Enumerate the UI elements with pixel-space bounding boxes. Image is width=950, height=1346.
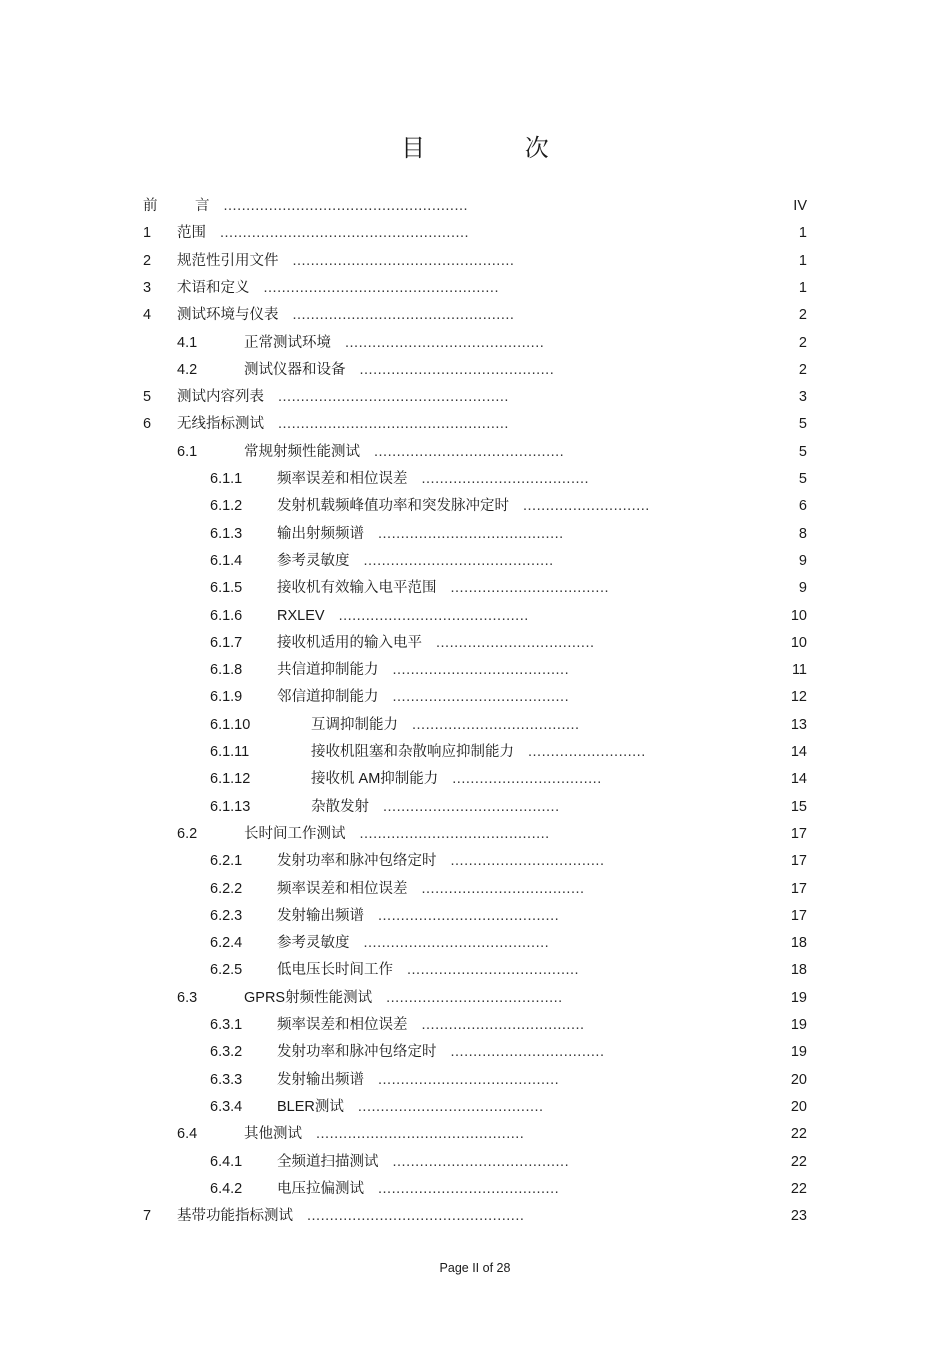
toc-entry-title [311,712,580,739]
toc-entry[interactable] [0,1203,950,1230]
toc-entry[interactable] [0,193,950,220]
toc-entry-page: 14 [790,744,807,760]
toc-entry[interactable] [0,1094,950,1121]
toc-entry-title [277,466,589,493]
toc-entry-page: 9 [798,552,807,569]
toc-leader-dots: .......................................... [374,443,565,460]
toc-entry-page: 12 [790,689,807,706]
toc-entry[interactable] [0,684,950,711]
toc-leader-dots: ................................... [450,580,609,597]
toc-entry-number: 6.2.4 [210,935,243,952]
toc-entry[interactable] [0,248,950,275]
toc-entry-page: 19 [790,989,807,1006]
toc-entry-title [277,684,569,711]
toc-leader-dots: ....................................... [392,662,570,679]
toc-entry-title [277,630,595,657]
toc-entry-page: 1 [798,252,807,269]
toc-entry-title [277,957,579,984]
toc-entry[interactable] [0,1176,950,1203]
toc-entry-number: 6.1.10 [210,716,251,733]
toc-entry-title-text: 其他测试 [244,1126,302,1143]
toc-entry-title-text: 发射功率和脉冲包络定时 [277,1044,437,1061]
toc-entry-page: 18 [790,962,807,979]
toc-entry-title-text: 全频道扫描测试 [277,1153,379,1170]
toc-entry-title-text: 正常测试环境 [244,334,331,351]
toc-entry-number: 6.1.3 [210,525,243,542]
toc-entry-title [277,1012,585,1039]
toc-entry-title [277,1176,559,1203]
toc-entry-page: 10 [790,634,807,651]
toc-entry-number: 4 [143,307,152,324]
toc-entry-title-text: 接收机有效输入电平范围 [277,580,437,597]
toc-leader-dots: .................................................... [263,279,499,296]
toc-leader-dots: .............................................. [316,1126,525,1143]
toc-entry-title [311,766,602,793]
toc-entry-title [277,876,585,903]
toc-entry-title-text: 测试仪器和设备 [244,361,346,378]
toc-leader-dots: .......................... [528,744,646,760]
toc-entry-page: 2 [798,361,807,378]
toc-leader-dots: ......................................... [363,935,550,952]
toc-entry-page: 13 [790,716,807,733]
toc-leader-dots: ................................................. [292,307,515,324]
toc-entry-number: 6.2 [177,825,198,842]
toc-entry-title-text: 输出射频频谱 [277,525,364,542]
toc-entry-title [177,384,509,411]
toc-entry[interactable] [0,411,950,438]
toc-entry-page: 18 [790,935,807,952]
toc-entry-title-text: 言 [195,198,210,214]
toc-entry-page: 11 [791,662,807,679]
toc-entry-number: 6 [143,416,152,433]
toc-leader-dots: ....................................... [392,1153,570,1170]
toc-entry-number: 前 [143,198,158,214]
toc-entry-number: 6.3 [177,989,198,1006]
toc-entry[interactable] [0,876,950,903]
toc-leader-dots: ........................................... [359,361,555,378]
toc-entry-title-text: 测试环境与仪表 [177,307,279,324]
toc-entry-title [244,330,544,357]
toc-entry-title-text: 频率误差和相位误差 [277,1017,408,1033]
toc-entry-title-text: 范围 [177,225,206,242]
toc-entry[interactable] [0,1039,950,1066]
toc-entry-number: 6.1.6 [210,607,243,624]
toc-entry-number: 6.1.9 [210,689,243,706]
toc-entry-page: 19 [790,1017,807,1033]
toc-entry[interactable] [0,1067,950,1094]
toc-entry-title [311,794,560,821]
toc-entry-number: 6.1 [177,443,198,460]
toc-entry-number: 6.2.1 [210,853,243,870]
toc-leader-dots: .................................... [421,880,585,897]
toc-leader-dots: ....................................... [383,798,560,815]
toc-entry-title-text: 接收机 AM抑制能力 [311,771,439,788]
toc-entry-title-text: GPRS射频性能测试 [244,989,373,1006]
toc-entry[interactable] [0,302,950,329]
toc-entry-title-text: 术语和定义 [177,279,250,296]
toc-entry[interactable] [0,657,950,684]
toc-entry-number: 5 [143,389,152,406]
toc-leader-dots: ..................................... [421,471,590,487]
toc-entry-number: 6.2.3 [210,907,243,924]
toc-leader-dots: .......................................... [338,607,529,624]
toc-entry-title [277,1067,559,1094]
toc-entry-number: 4.1 [177,334,198,351]
toc-entry-title-text: 规范性引用文件 [177,252,279,269]
toc-entry-title [277,548,554,575]
toc-entry-page: 17 [790,853,807,870]
toc-entry-number: 6.1.5 [210,580,243,597]
toc-entry-page: 2 [798,334,807,351]
toc-entry-page: 17 [790,880,807,897]
toc-entry-page: 20 [790,1071,807,1088]
toc-entry-title-text: 发射输出频谱 [277,1071,364,1088]
toc-entry-title [277,1094,544,1121]
toc-entry[interactable] [0,766,950,793]
toc-leader-dots: ................................................. [292,252,515,269]
toc-entry[interactable] [0,1149,950,1176]
toc-entry-title [277,575,609,602]
toc-entry-number: 1 [143,225,152,242]
toc-entry[interactable] [0,930,950,957]
toc-entry-title [277,657,569,684]
toc-entry[interactable] [0,985,950,1012]
toc-entry-page: 5 [798,471,807,487]
toc-entry[interactable] [0,521,950,548]
toc-leader-dots: ................................. [452,771,602,788]
toc-entry-title-text: 接收机适用的输入电平 [277,634,422,651]
toc-entry-title-text: 发射输出频谱 [277,907,364,924]
toc-leader-dots: ................................... [436,634,595,651]
toc-entry-page: 2 [798,307,807,324]
toc-entry-page: 22 [790,1153,807,1170]
toc-entry-title [277,521,564,548]
toc-entry-page: 17 [790,825,807,842]
toc-entry-number: 6.3.4 [210,1098,243,1115]
toc-entry[interactable] [0,330,950,357]
toc-entry-number: 6.1.8 [210,662,243,679]
toc-leader-dots: ..................................... [412,716,580,733]
toc-entry-title [177,1203,524,1230]
toc-entry-number: 6.3.1 [210,1017,243,1033]
toc-entry-page: 5 [798,416,807,433]
toc-entry-title [277,930,549,957]
toc-entry[interactable] [0,357,950,384]
toc-leader-dots: ......................................... [357,1098,544,1115]
toc-leader-dots: ........................................ [378,1180,560,1197]
toc-entry-number: 6.1.13 [210,798,251,815]
toc-leader-dots: .................................. [450,1044,605,1061]
toc-leader-dots: .................................. [450,853,605,870]
toc-entry-page: 8 [798,525,807,542]
toc-entry-page: 10 [790,607,807,624]
toc-entry-title [244,439,564,466]
toc-entry-title [277,903,559,930]
toc-entry-title-text: 频率误差和相位误差 [277,471,408,487]
toc-entry-title-text: 电压拉偏测试 [277,1180,364,1197]
toc-entry[interactable] [0,712,950,739]
toc-leader-dots: ....................................................... [220,225,470,242]
toc-entry-page: 23 [790,1208,807,1225]
toc-entry-title [177,220,469,247]
toc-entry-page: 6 [798,498,807,515]
toc-entry[interactable] [0,548,950,575]
toc-entry-page: IV [793,198,807,214]
toc-entry-title-text: 参考灵敏度 [277,935,350,952]
toc-entry[interactable] [0,903,950,930]
toc-entry-number: 6.3.3 [210,1071,243,1088]
toc-entry-title [177,411,509,438]
toc-entry-number: 6.1.7 [210,634,243,651]
toc-entry[interactable] [0,220,950,247]
toc-entry-page: 5 [798,443,807,460]
toc-entry-page: 19 [790,1044,807,1061]
toc-title: 目 次 [401,134,595,162]
toc-leader-dots: .................................... [421,1017,585,1033]
toc-leader-dots: ................................................... [278,389,509,406]
page-footer: Page II of 28 [439,1261,511,1275]
toc-entry-page: 3 [798,389,807,406]
toc-entry-title-text: 长时间工作测试 [244,825,346,842]
toc-entry[interactable] [0,466,950,493]
toc-entry-title-text: 发射功率和脉冲包络定时 [277,853,437,870]
toc-entry-number: 6.4.1 [210,1153,243,1170]
toc-entry[interactable] [0,575,950,602]
toc-entry[interactable] [0,439,950,466]
toc-entry-number: 2 [143,252,152,269]
toc-entry-title [244,821,550,848]
toc-entry-title-text: 参考灵敏度 [277,552,350,569]
toc-entry-title-text: 常规射频性能测试 [244,443,360,460]
toc-entry-title-text: 杂散发射 [311,798,369,815]
toc-leader-dots: ....................................... [386,989,563,1006]
toc-entry-title [177,248,514,275]
toc-entry-number: 6.1.2 [210,498,243,515]
toc-leader-dots: ............................ [523,498,650,515]
toc-leader-dots: ...................................................... [223,198,469,214]
toc-entry-title-text: 低电压长时间工作 [277,962,393,979]
toc-leader-dots: ................................................... [278,416,509,433]
toc-entry-title [195,193,468,220]
toc-entry-title-text: 发射机载频峰值功率和突发脉冲定时 [277,498,509,515]
toc-leader-dots: ........................................ [378,907,560,924]
toc-entry-title-text: RXLEV [277,607,325,624]
toc-entry-title [277,848,604,875]
toc-entry[interactable] [0,630,950,657]
toc-entry-page: 1 [798,279,807,296]
toc-entry-page: 14 [790,771,807,788]
toc-entry[interactable] [0,1012,950,1039]
toc-entry-title-text: 频率误差和相位误差 [277,880,408,897]
toc-entry-number: 6.3.2 [210,1044,243,1061]
toc-entry-title [277,1149,569,1176]
toc-entry-page: 15 [790,798,807,815]
toc-entry-title [311,739,646,766]
toc-entry-title-text: 邻信道抑制能力 [277,689,379,706]
toc-entry-number: 6.2.5 [210,962,243,979]
toc-entry[interactable] [0,794,950,821]
toc-entry-number: 6.1.1 [210,471,243,487]
toc-entry[interactable] [0,821,950,848]
toc-entry[interactable] [0,603,950,630]
toc-entry-page: 17 [790,907,807,924]
toc-entry-page: 1 [798,225,807,242]
toc-entry[interactable] [0,493,950,520]
toc-leader-dots: ....................................... [392,689,570,706]
toc-entry-number: 6.1.4 [210,552,243,569]
toc-entry-title-text: 接收机阻塞和杂散响应抑制能力 [311,744,514,760]
toc-entry-title [277,493,650,520]
toc-leader-dots: ........................................ [378,1071,560,1088]
toc-entry-number: 6.4.2 [210,1180,243,1197]
toc-entry-title-text: 互调抑制能力 [311,716,398,733]
toc-entry-title [277,1039,604,1066]
toc-entry[interactable] [0,384,950,411]
toc-entry-number: 7 [143,1208,152,1225]
toc-leader-dots: ...................................... [407,962,580,979]
toc-leader-dots: ......................................... [378,525,564,542]
toc-entry-page: 9 [798,580,807,597]
toc-entry-title-text: BLER测试 [277,1098,344,1115]
toc-entry-title [277,603,529,630]
toc-entry[interactable] [0,1121,950,1148]
toc-leader-dots: ................................................ [307,1208,525,1225]
toc-entry-number: 3 [143,279,152,296]
toc-leader-dots: ............................................ [345,334,545,351]
toc-entry-number: 6.1.12 [210,771,251,788]
toc-entry-title [244,357,554,384]
toc-leader-dots: .......................................... [363,552,554,569]
toc-entry-title [244,1121,524,1148]
toc-entry-number: 6.4 [177,1126,198,1143]
toc-entry[interactable] [0,848,950,875]
toc-entry-title-text: 无线指标测试 [177,416,264,433]
toc-entry-title [177,302,514,329]
toc-entry[interactable] [0,957,950,984]
toc-entry[interactable] [0,275,950,302]
toc-entry-number: 4.2 [177,361,198,378]
toc-entry[interactable] [0,739,950,766]
toc-entry-page: 22 [790,1126,807,1143]
toc-entry-title [244,985,563,1012]
toc-entry-title-text: 基带功能指标测试 [177,1208,293,1225]
toc-entry-page: 20 [790,1098,807,1115]
toc-leader-dots: .......................................... [359,825,550,842]
toc-entry-number: 6.2.2 [210,880,243,897]
toc-entry-title-text: 共信道抑制能力 [277,662,379,679]
toc-entry-title [177,275,499,302]
toc-entry-page: 22 [790,1180,807,1197]
toc-entry-title-text: 测试内容列表 [177,389,264,406]
toc-entry-number: 6.1.11 [210,744,250,760]
